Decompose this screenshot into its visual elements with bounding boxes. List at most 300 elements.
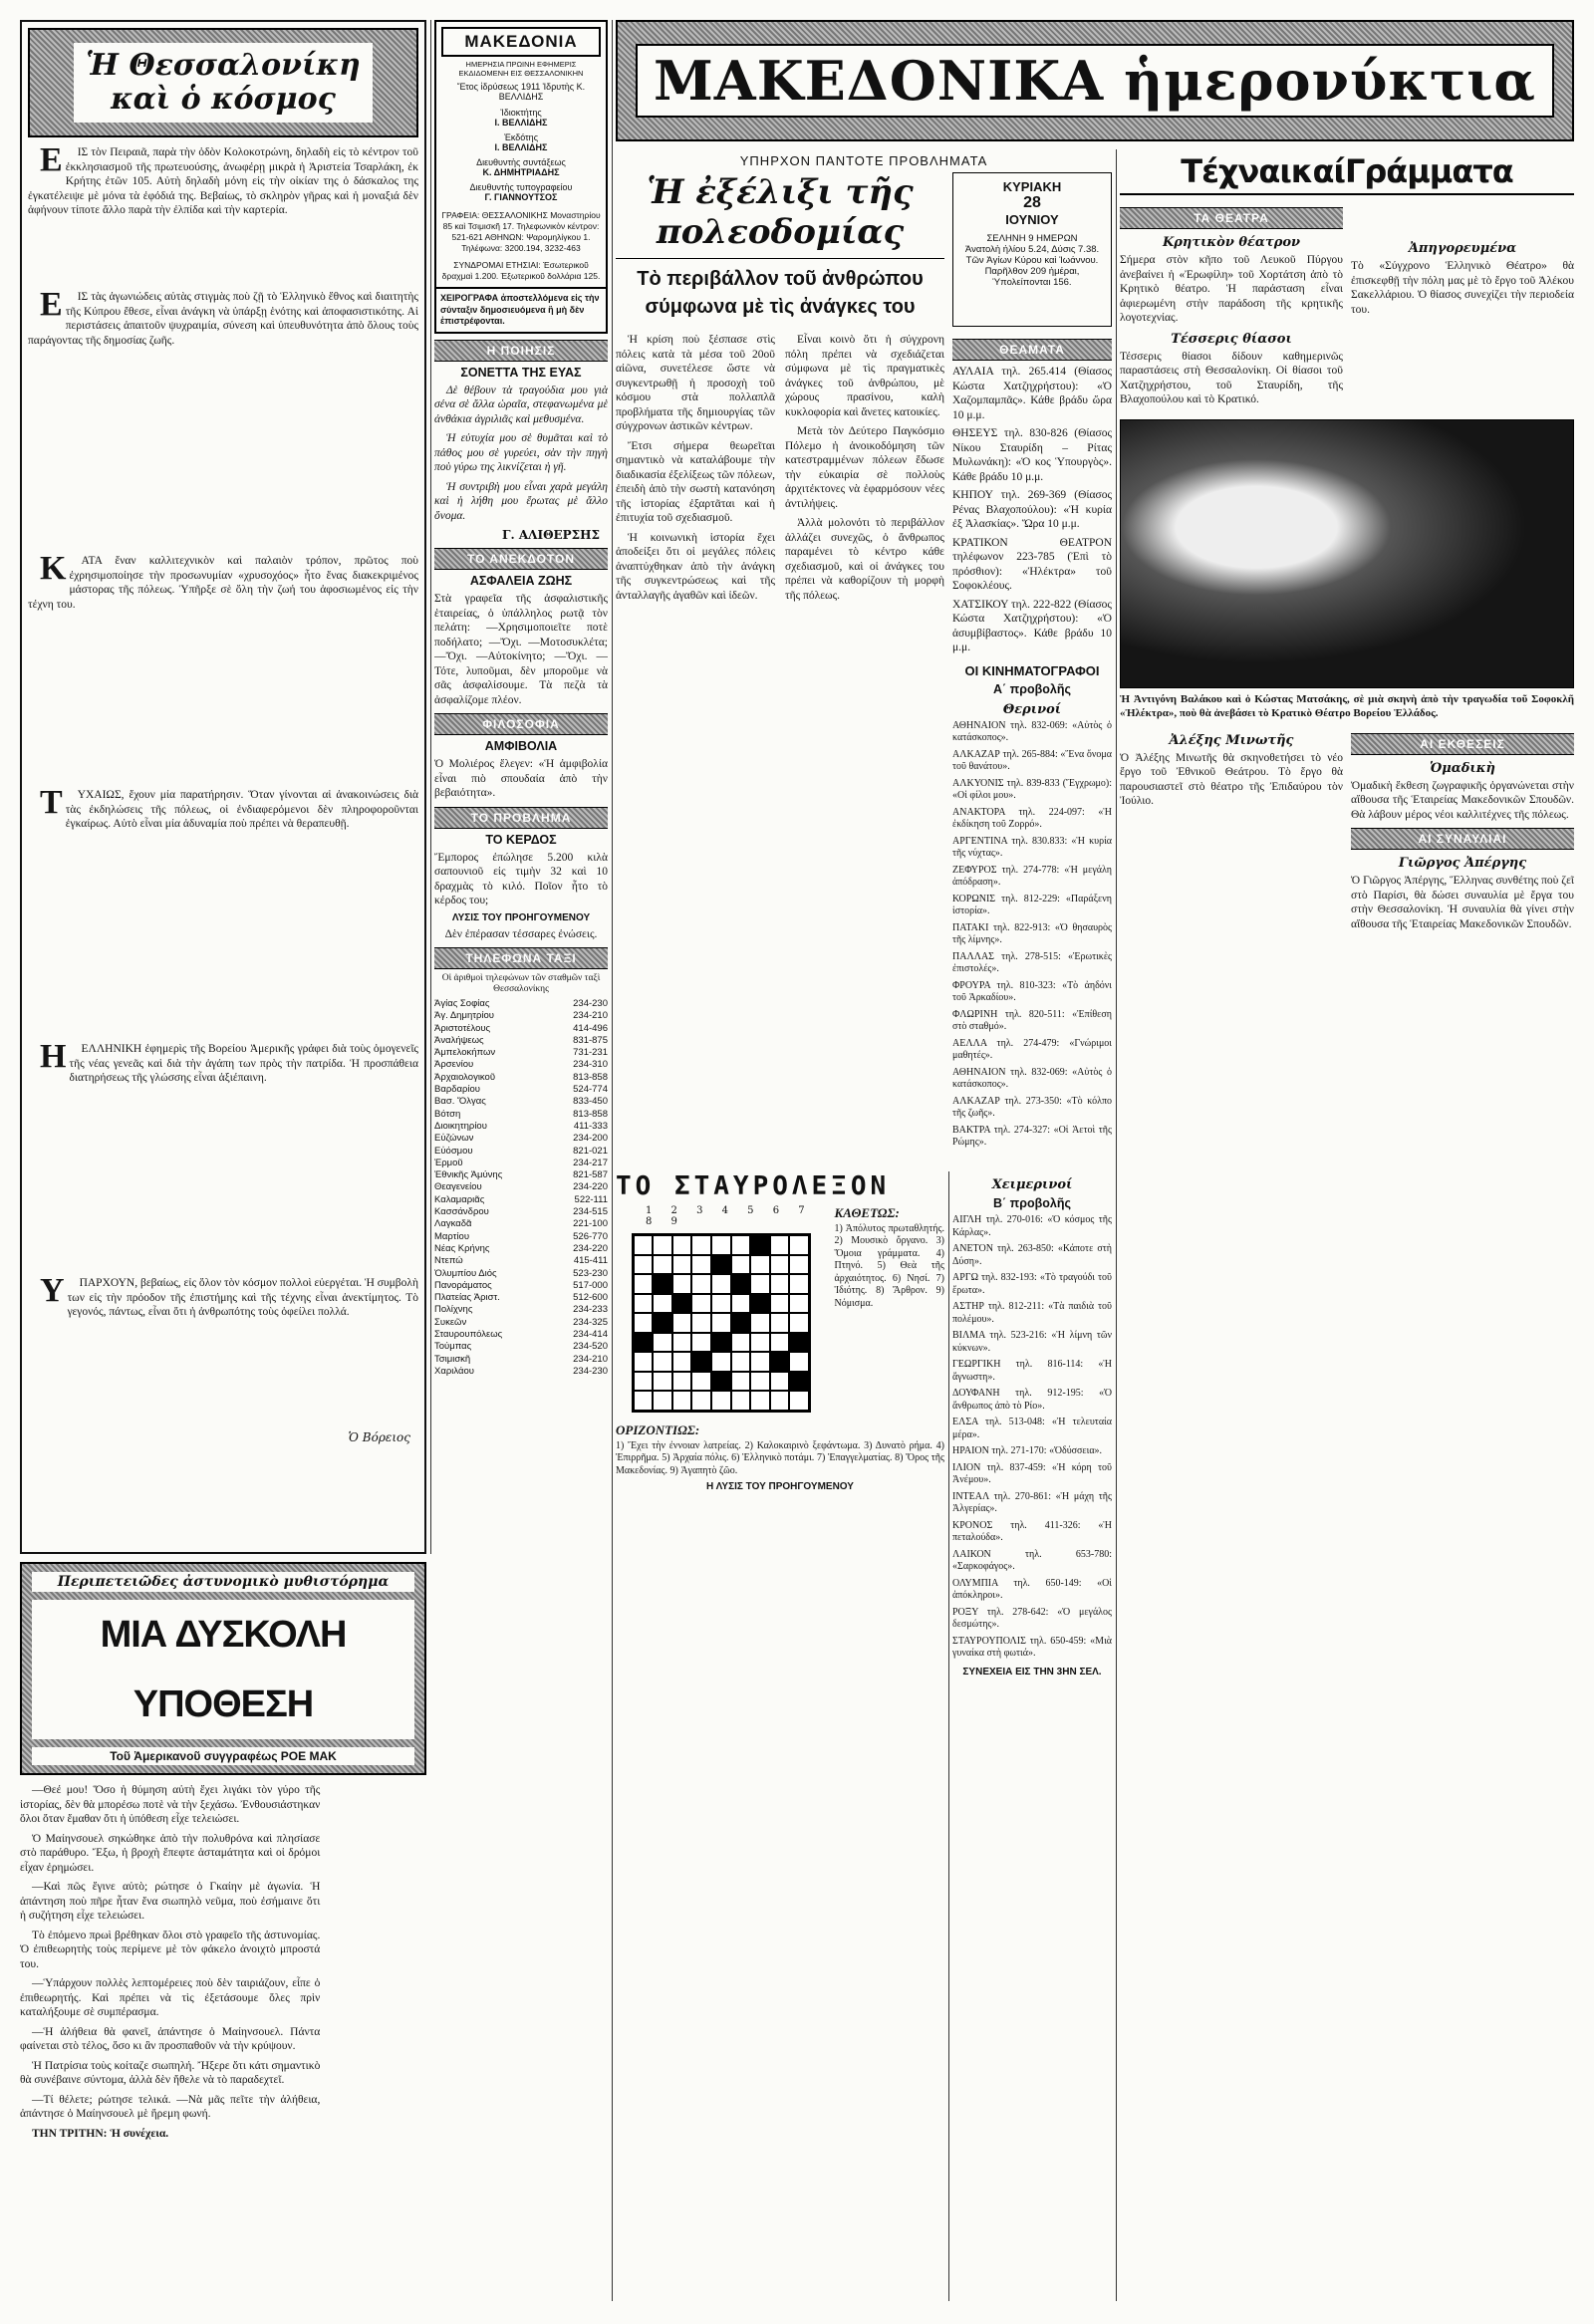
crossword-cell[interactable]	[653, 1352, 672, 1372]
taxi-row	[434, 1023, 608, 1035]
taxi-row	[434, 1146, 608, 1158]
crossword-cell[interactable]	[711, 1391, 731, 1411]
crossword-cell[interactable]	[770, 1294, 790, 1314]
crossword-cell[interactable]	[634, 1352, 654, 1372]
exhibition-title: Ὁμαδικὴ	[1430, 760, 1495, 776]
crossword-cell[interactable]	[770, 1313, 790, 1333]
crossword-section	[616, 1171, 944, 1550]
crossword-cell[interactable]	[653, 1294, 672, 1314]
taxi-row	[434, 1035, 608, 1047]
serial-paragraph-7: Ἡ Πατρίσια τοὺς κοίταζε σιωπηλή. Ἤξερε ὅτι κάτι σημαντικὸ θὰ συνέβαινε σύντομα, ἀλλὰ δὲν ἤθελε νὰ τὸ παραδεχτεῖ.	[20, 2059, 321, 2086]
taxi-phone: 524-774	[573, 1084, 608, 1096]
taxi-row	[434, 1317, 608, 1329]
cinema-entry: ΟΛΥΜΠΙΑ τηλ. 650-149: «Οἱ ἀπόκληροι».	[952, 1577, 1112, 1601]
crossword-cell[interactable]	[634, 1372, 654, 1392]
taxi-station: Ἐθνικῆς Ἀμύνης	[434, 1169, 503, 1181]
crossword-cell[interactable]	[711, 1313, 731, 1333]
cinema-entry: ΠΑΤΑΚΙ τηλ. 822-913: «Ὁ θησαυρὸς τῆς λίμνης».	[952, 921, 1112, 945]
article-subheadline: Τὸ περιβάλλον τοῦ ἀνθρώπου σύμφωνα μὲ τὶς ἀνάγκες του	[637, 268, 924, 318]
taxi-station: Χαριλάου	[434, 1365, 474, 1377]
taxi-station: Εὐόσμου	[434, 1145, 473, 1157]
serial-kicker: Περιπετειῶδες ἀστυνομικὸ μυθιστόρημα	[32, 1572, 414, 1592]
serial-paragraph-3: —Καὶ πῶς ἔγινε αὐτὸ; ρώτησε ὁ Γκαίην μὲ ἀγωνία. Ἡ ἀπάντηση ποὺ πῆρε ἦταν ἕνα σιωπηλὸ νεῦμα, ποὺ ἐσήμαινε ὅτι ἡ συζήτηση εἶχε τελειώσει.	[20, 1881, 321, 1922]
crossword-vertical-clues: 1) Ἀπόλυτος πρωταθλητής. 2) Μουσικὸ ὄργανο. 3) Ὅμοια γράμματα. 4) Πτηνό. 5) Θεὰ τῆς ἀρχαιότητος. 6) Νησί. 7) Ἰδιότης. 8) Ἄρθρον. 9) Νόμισμα.	[834, 1222, 944, 1309]
theaters-heading: ΘΕΑΜΑΤΑ	[952, 339, 1112, 361]
cinema-entry: ΓΕΩΡΓΙΚΗ τηλ. 816-114: «Ἡ ἄγνωστη».	[952, 1359, 1112, 1383]
four-troupes-title: Τέσσερις θίασοι	[1171, 331, 1292, 347]
crossword-cell[interactable]	[691, 1352, 711, 1372]
taxi-row	[434, 1158, 608, 1169]
taxi-phone: 512-600	[573, 1292, 608, 1304]
taxi-station: Ἑρμοῦ	[434, 1157, 463, 1168]
crossword-cell[interactable]	[653, 1274, 672, 1294]
date-sun: Ἀνατολὴ ἡλίου 5.24, Δύσις 7.38.	[964, 244, 1100, 255]
masthead-subscriptions: ΣΥΝΔΡΟΜΑΙ ΕΤΗΣΙΑΙ: Ἐσωτερικοῦ δραχμαὶ 1.200. Ἐξωτερικοῦ δολλάρια 125.	[441, 260, 601, 281]
cinemas-continued-note: ΣΥΝΕΧΕΙΑ ΕΙΣ ΤΗΝ 3ΗΝ ΣΕΛ.	[962, 1666, 1102, 1678]
crossword-cell[interactable]	[672, 1235, 692, 1255]
crossword-horizontal-label: ΟΡΙΖΟΝΤΙΩΣ:	[616, 1422, 700, 1437]
anecdote-heading: ΤΟ ΑΝΕΚΔΟΤΟΝ	[434, 548, 608, 570]
serial-paragraph-1: —Θεέ μου! Ὅσο ἡ θύμηση αὐτὴ ἔχει λιγάκι τὸν γύρο τῆς ἱστορίας, δὲν θὰ μπορέσω ποτὲ νὰ τὴν ξεχάσω. Ἐνθουσιάστηκαν ὅλοι ὅταν ἔμαθαν ὅτι ἡ ὑπόθεση εἶχε τελειώσει.	[20, 1784, 321, 1825]
taxi-list	[434, 998, 608, 1378]
crossword-cell[interactable]	[691, 1372, 711, 1392]
exhibition-text: Ὁμαδικὴ ἔκθεση ζωγραφικῆς ὀργανώνεται στὴν αἴθουσα τῆς Ἑταιρείας Μακεδονικῶν Σπουδῶν. Θὰ λάβουν μέρος νέοι καλλιτέχνες τῆς πόλεως.	[1351, 779, 1574, 821]
taxi-phone: 831-875	[573, 1034, 608, 1046]
masthead-founded: Ἔτος ἱδρύσεως 1911 Ἱδρυτὴς Κ. ΒΕΛΛΙΔΗΣ	[456, 82, 586, 102]
winter-label: Χειμερινοί	[991, 1177, 1073, 1192]
cinema-entry: ΑΝΕΤΟΝ τηλ. 263-850: «Κάποτε στὴ Δύση».	[952, 1243, 1112, 1267]
crossword-cell[interactable]	[731, 1313, 751, 1333]
taxi-phone: 234-520	[573, 1341, 608, 1353]
crossword-cell[interactable]	[750, 1274, 770, 1294]
minotis-text: Ὁ Ἀλέξης Μινωτῆς θὰ σκηνοθετήσει τὸ νέο ἔργο τοῦ Ἐθνικοῦ Θεάτρου. Τὸ ἔργο θὰ παρουσιαστεῖ στὸ θέατρο τῆς Ἐπιδαύρου τὸν Ἰούλιο.	[1120, 751, 1343, 807]
crossword-cell[interactable]	[770, 1274, 790, 1294]
taxi-row	[434, 1329, 608, 1341]
first-run-label: Α΄ προβολῆς	[993, 681, 1071, 696]
left-paragraph-4: ΤΥΧΑΙΩΣ, ἔχουν μία παρατήρησιν. Ὅταν γίνονται αἱ ἀνακοινώσεις διὰ τὰς ἐκδηλώσεις τῆς πόλεως, οἱ ἐνδιαφερόμενοι δὲν πληροφοροῦνται ἐγκαίρως. Αὐτὸ εἶναι μία ἀδυναμία ποὺ πρέπει νὰ θεραπευθῇ.	[40, 784, 418, 830]
cinema-entry: ΑΛΚΥΟΝΙΣ τηλ. 839-833 (Ἔγχρωμο): «Οἱ φίλοι μου».	[952, 777, 1112, 801]
crossword-cell[interactable]	[691, 1333, 711, 1353]
arts-theater-heading: ΤΑ ΘΕΑΤΡΑ	[1120, 207, 1343, 229]
crossword-cell[interactable]	[770, 1255, 790, 1275]
taxi-station: Πλατείας Ἀριστ.	[434, 1292, 500, 1304]
crossword-cell[interactable]	[750, 1235, 770, 1255]
director-label: Διευθυντὴς συντάξεως	[476, 157, 566, 167]
poetry-author: Γ. ΑΛΙΘΕΡΣΗΣ	[501, 528, 600, 542]
taxi-row	[434, 1010, 608, 1022]
cinema-entry: ΑΣΤΗΡ τηλ. 812-211: «Τὰ παιδιὰ τοῦ πολέμου».	[952, 1301, 1112, 1325]
crossword-cell[interactable]	[731, 1372, 751, 1392]
concert-text: Ὁ Γιῶργος Ἀπέργης, Ἕλληνας συνθέτης ποὺ ζεῖ στὸ Παρίσι, θὰ δώσει συναυλία μὲ ἔργα του στὴν Θεσσαλονίκη. Ἡ συναυλία θὰ γίνει στὴν αἴθουσα τῆς Ἑταιρείας Μακεδονικῶν Σπουδῶν.	[1351, 875, 1574, 930]
crossword-cell[interactable]	[672, 1333, 692, 1353]
taxi-station: Πολίχνης	[434, 1304, 473, 1316]
taxi-station: Ἀναλήψεως	[434, 1034, 484, 1046]
taxi-phone: 234-233	[573, 1304, 608, 1316]
crossword-cell[interactable]	[653, 1313, 672, 1333]
crossword-cell[interactable]	[634, 1235, 654, 1255]
taxi-station: Ἀμπελοκήπων	[434, 1047, 496, 1059]
crossword-cell[interactable]	[750, 1313, 770, 1333]
taxi-station: Βασ. Ὄλγας	[434, 1096, 486, 1108]
left-title-banner	[28, 28, 418, 137]
taxi-phone: 234-210	[573, 1010, 608, 1022]
lost-title: Ἀπηγορευμένα	[1408, 241, 1517, 256]
taxi-station: Ἀρχαιολογικοῦ	[434, 1071, 496, 1083]
crossword-cell[interactable]	[750, 1333, 770, 1353]
crossword-cell[interactable]	[691, 1294, 711, 1314]
crossword-cell[interactable]	[634, 1333, 654, 1353]
column-rule	[612, 20, 613, 2301]
crossword-cell[interactable]	[634, 1294, 654, 1314]
crossword-cell[interactable]	[691, 1313, 711, 1333]
taxi-station: Ἀριστοτέλους	[434, 1022, 491, 1034]
cinemas-continued	[952, 1171, 1112, 2301]
crossword-cell[interactable]	[789, 1372, 809, 1392]
taxi-row	[434, 1194, 608, 1206]
left-paragraph-6: ΥΠΑΡΧΟΥΝ, βεβαίως, εἰς ὅλον τὸν κόσμον πολλοὶ εὐεργέται. Ἡ συμβολὴ των εἰς τὴν πρόοδον τῆς ἐπιστήμης καὶ τῆς τέχνης εἶναι ἀνεκτίμητος. Τὸ γεγονός, πάντως, εἶναι ὅτι ἡ ἀνθρωπότης τοὺς ὀφείλει πολλά.	[40, 1272, 418, 1318]
cinema-entry: ΑΛΚΑΖΑΡ τηλ. 265-884: «Ἕνα ὄνομα τοῦ θανάτου».	[952, 748, 1112, 772]
cinema-entry: ΑΕΛΛΑ τηλ. 274-479: «Γνώριμοι μαθητές».	[952, 1037, 1112, 1061]
taxi-phone: 821-021	[573, 1145, 608, 1157]
taxi-row	[434, 1354, 608, 1366]
second-run-list	[952, 1214, 1112, 1661]
philosophy-text: Ὁ Μολιέρος ἔλεγεν: «Ἡ ἀμφιβολία εἶναι πιὸ σπουδαία ἀπὸ τὴν βεβαιότητα».	[434, 758, 608, 799]
crossword-cell[interactable]	[634, 1274, 654, 1294]
taxi-row	[434, 1206, 608, 1218]
crossword-cell[interactable]	[789, 1313, 809, 1333]
crossword-cell[interactable]	[770, 1352, 790, 1372]
taxi-phone: 234-220	[573, 1181, 608, 1193]
crossword-cell[interactable]	[770, 1372, 790, 1392]
serial-banner	[20, 1562, 426, 1775]
cinema-entry: ΙΛΙΟΝ τηλ. 837-459: «Ἡ κόρη τοῦ Ἀνέμου».	[952, 1461, 1112, 1485]
taxi-station: Βαρδαρίου	[434, 1084, 481, 1096]
taxi-station: Ἁγίας Σοφίας	[434, 998, 490, 1009]
taxi-row	[434, 1231, 608, 1243]
crossword-cell[interactable]	[750, 1372, 770, 1392]
masthead-logo: ΜΑΚΕΔΟΝΙΑ	[441, 27, 601, 57]
crossword-cell[interactable]	[750, 1391, 770, 1411]
crossword-cell[interactable]	[653, 1391, 672, 1411]
crossword-cell[interactable]	[653, 1333, 672, 1353]
masthead-column	[434, 20, 608, 1554]
minotis-title: Ἀλέξης Μινωτῆς	[1169, 732, 1294, 748]
exhibitions-heading: ΑΙ ΕΚΘΕΣΕΙΣ	[1351, 733, 1574, 755]
cinema-entry: ΗΡΑΙΟΝ τηλ. 271-170: «Ὀδύσσεια».	[952, 1445, 1103, 1456]
crossword-cell[interactable]	[672, 1255, 692, 1275]
publisher-name: Ι. ΒΕΛΛΙΔΗΣ	[494, 142, 548, 152]
poetry-stanza-2: Ἡ εὐτυχία μου σὲ θυμᾶται καὶ τὸ πάθος μου σὲ γυρεύει, σὰν τὴν πηγὴ ποὺ γύρω της λικνίζεται ἡ γῆ.	[434, 432, 608, 473]
crossword-cell[interactable]	[731, 1391, 751, 1411]
crossword-cell[interactable]	[711, 1333, 731, 1353]
taxi-station: Μαρτίου	[434, 1230, 470, 1242]
taxi-station: Κασσάνδρου	[434, 1206, 489, 1218]
second-run-label: Β΄ προβολῆς	[993, 1196, 1071, 1210]
problem-heading: ΤΟ ΠΡΟΒΛΗΜΑ	[434, 807, 608, 829]
cinema-entry: ΦΡΟΥΡΑ τηλ. 810-323: «Τὸ ἀηδόνι τοῦ Ἀρκαδίου».	[952, 979, 1112, 1003]
cinema-list	[952, 720, 1112, 1150]
crossword-cell[interactable]	[731, 1235, 751, 1255]
crossword-numbers: 1 2 3 4 5 6 7 8 9	[646, 1205, 813, 1227]
arts-column	[1120, 149, 1574, 2301]
taxi-row	[434, 1292, 608, 1304]
crossword-solution-label: Η ΛΥΣΙΣ ΤΟΥ ΠΡΟΗΓΟΥΜΕΝΟΥ	[706, 1481, 854, 1492]
cinema-entry: ΡΟΞΥ τηλ. 278-642: «Ὁ μεγάλος δεσμώτης».	[952, 1606, 1112, 1630]
poetry-heading: Η ΠΟΙΗΣΙΣ	[434, 340, 608, 362]
crossword-cell[interactable]	[691, 1391, 711, 1411]
serial-continued: ΤΗΝ ΤΡΙΤΗΝ: Ἡ συνέχεια.	[32, 2127, 169, 2140]
serial-body	[20, 1783, 944, 2301]
crossword-grid[interactable]	[632, 1233, 811, 1413]
taxi-station: Νέας Κρήνης	[434, 1242, 490, 1254]
crossword-cell[interactable]	[789, 1235, 809, 1255]
column-rule	[1116, 149, 1117, 2301]
crossword-horizontal-clues: 1) Ἔχει τὴν ἐννοιαν λατρείας. 2) Καλοκαιρινὸ ξεφάντωμα. 3) Δυνατὸ ρήμα. 4) Ἐπιρρῆμα. 5) Ἀρχαία πόλις. 6) Ἑλληνικὸ ποτάμι. 7) Ἐπαγγελματίας. 8) Ὄρος τῆς Μακεδονίας. 9) Ἀγαπητὸ ζῶο.	[616, 1439, 944, 1476]
cinema-entry: ΑΡΓΕΝΤΙΝΑ τηλ. 830.833: «Ἡ κυρία τῆς νύχτας».	[952, 835, 1112, 859]
crossword-cell[interactable]	[672, 1372, 692, 1392]
crossword-cell[interactable]	[653, 1372, 672, 1392]
masthead-box	[434, 20, 608, 289]
taxi-phone: 522-111	[574, 1193, 608, 1205]
cinema-entry: ΑΝΑΚΤΟΡΑ τηλ. 224-097: «Ἡ ἐκδίκηση τοῦ Ζορρό».	[952, 806, 1112, 830]
taxi-phone: 234-200	[573, 1133, 608, 1145]
crossword-cell[interactable]	[711, 1274, 731, 1294]
taxi-station: Τούμπας	[434, 1341, 472, 1353]
crossword-cell[interactable]	[672, 1391, 692, 1411]
serial-paragraph-4: Τὸ ἐπόμενο πρωὶ βρέθηκαν ὅλοι στὸ γραφεῖο τῆς ἀστυνομίας. Ὁ ἐπιθεωρητὴς τοὺς περίμενε μὲ τὸν φάκελο ἀνοιχτὸ μπροστά του.	[20, 1929, 321, 1970]
problem-title: ΤΟ ΚΕΡΔΟΣ	[485, 832, 557, 847]
theater-list	[952, 365, 1112, 655]
crossword-cell[interactable]	[770, 1333, 790, 1353]
left-column	[20, 20, 426, 1554]
crossword-cell[interactable]	[653, 1255, 672, 1275]
problem-answer: Δὲν ἐπέρασαν τέσσαρες ἐνώσεις.	[444, 927, 598, 940]
taxi-station: Βότση	[434, 1108, 461, 1120]
photo-caption: Ἡ Ἀντιγόνη Βαλάκου καὶ ὁ Κώστας Ματσάκης, σὲ μιὰ σκηνὴ ἀπὸ τὴν τραγωδία τοῦ Σοφοκλῆ «Ἠλέκτρα», ποὺ θὰ ἀνεβάσει τὸ Κρατικὸ Θέατρο Βορείου Ἑλλάδος.	[1120, 692, 1574, 719]
crossword-cell[interactable]	[634, 1255, 654, 1275]
date-number: 28	[1023, 194, 1041, 211]
taxi-phone: 234-325	[573, 1316, 608, 1328]
taxi-phone: 234-230	[573, 998, 608, 1009]
anecdote-title: ΑΣΦΑΛΕΙΑ ΖΩΗΣ	[469, 574, 573, 588]
publisher-label: Ἐκδότης	[503, 132, 539, 142]
taxi-station: Τσιμισκῆ	[434, 1353, 471, 1365]
cinema-entry: ΑΙΓΛΗ τηλ. 270-016: «Ὁ κόσμος τῆς Κάρλας».	[952, 1214, 1112, 1238]
crossword-cell[interactable]	[731, 1352, 751, 1372]
crossword-title: ΤΟ ΣΤΑΥΡΟΛΕΞΟΝ	[616, 1171, 891, 1201]
manuscripts-note: ΧΕΙΡΟΓΡΑΦΑ ἀποστελλόμενα εἰς τὴν σύνταξιν δημοσιευόμενα ἢ μὴ δὲν ἐπιστρέφονται.	[434, 289, 608, 334]
crossword-cell[interactable]	[711, 1372, 731, 1392]
taxi-phone: 517-000	[573, 1279, 608, 1291]
theater-entry: ΚΡΑΤΙΚΟΝ ΘΕΑΤΡΟΝ τηλέφωνον 223-785 (Ἐπὶ τὸ πρόσθιον): «Ἠλέκτρα» τοῦ Σοφοκλέους.	[952, 536, 1112, 592]
crossword-cell[interactable]	[672, 1313, 692, 1333]
taxi-row	[434, 1304, 608, 1316]
taxi-phone: 526-770	[573, 1230, 608, 1242]
crossword-cell[interactable]	[750, 1352, 770, 1372]
cinema-entry: ΚΟΡΩΝΙΣ τηλ. 812-229: «Παράξενη ἱστορία».	[952, 893, 1112, 916]
crossword-cell[interactable]	[789, 1294, 809, 1314]
crossword-cell[interactable]	[789, 1391, 809, 1411]
crossword-cell[interactable]	[789, 1333, 809, 1353]
taxi-intro: Οἱ ἀριθμοὶ τηλεφώνων τῶν σταθμῶν ταξὶ Θεσσαλονίκης	[441, 973, 601, 994]
article-paragraph-2: Ἔτσι σήμερα θεωρεῖται σημαντικὸ νὰ καταλάβουμε τὴν διαδικασία ἐξελίξεως τῶν πόλεων, ἐπειδὴ ἀπὸ τὴν σωστὴ κατανόηση τῆς ἱστορίας ἐξαρτᾶται καὶ ἡ ἐπιτυχία τοῦ σχεδιασμοῦ.	[616, 439, 775, 524]
serial-section	[20, 1562, 944, 2301]
taxi-row	[434, 998, 608, 1010]
taxi-phone: 234-515	[573, 1206, 608, 1218]
taxi-row	[434, 1047, 608, 1059]
serial-paragraph-6: —Ἡ ἀλήθεια θὰ φανεῖ, ἀπάντησε ὁ Μαίηνσουελ. Πάντα φαίνεται στὸ τέλος, ὅσο κι ἂν προσπαθοῦν νὰ τὴν κρύψουν.	[20, 2025, 321, 2052]
taxi-row	[434, 1109, 608, 1121]
taxi-row	[434, 1133, 608, 1145]
taxi-phone: 731-231	[573, 1047, 608, 1059]
article-kicker: ΥΠΗΡΧΟΝ ΠΑΝΤΟΤΕ ΠΡΟΒΛΗΜΑΤΑ	[739, 153, 988, 168]
arts-banner: ΤέχναικαίΓράμματα	[1120, 149, 1574, 195]
cinema-entry: ΠΑΛΛΑΣ τηλ. 278-515: «Ἐρωτικὲς ἐπιστολές».	[952, 950, 1112, 974]
taxi-phone: 234-217	[573, 1157, 608, 1168]
taxi-row	[434, 1169, 608, 1181]
philosophy-heading: ΦΙΛΟΣΟΦΙΑ	[434, 713, 608, 735]
date-moon: ΣΕΛΗΝΗ 9 ΗΜΕΡΩΝ	[986, 233, 1078, 244]
crossword-cell[interactable]	[634, 1391, 654, 1411]
taxi-row	[434, 1280, 608, 1292]
crossword-cell[interactable]	[672, 1352, 692, 1372]
taxi-row	[434, 1181, 608, 1193]
crossword-cell[interactable]	[731, 1294, 751, 1314]
crossword-cell[interactable]	[789, 1255, 809, 1275]
poetry-stanza-1: Δὲ θέβουν τὰ τραγούδια μου γιὰ σένα σὲ ἄλλα ὡραῖα, στεφανωμένα μὲ ἀνθάκια ἀγριλιᾶς καὶ μεθυσμένα.	[434, 384, 608, 425]
masthead-offices: ΓΡΑΦΕΙΑ: ΘΕΣΣΑΛΟΝΙΚΗΣ Μοναστηρίου 85 καὶ Τσιμισκῆ 17. Τηλεφωνικὸν κέντρον: 521-621 ΑΘΗΝΩΝ: Ψαρομηλίγκου 1. Τηλέφωνα: 3200.194, 3232-463	[441, 210, 601, 253]
crete-text: Σήμερα στὸν κῆπο τοῦ Λευκοῦ Πύργου ἀνεβαίνει ἡ «Ἐρωφίλη» τοῦ Χορτάτση ἀπὸ τὸ Κρητικὸ θέατρο. Ἡ παράσταση εἶναι ἀφιερωμένη στὴν παράδοση τῆς κρητικῆς λογοτεχνίας.	[1120, 254, 1343, 324]
taxi-station: Θεαγενείου	[434, 1181, 482, 1193]
crossword-cell[interactable]	[634, 1313, 654, 1333]
article-paragraph-6: Ἀλλὰ μολονότι τὸ περιβάλλον ἀλλάζει συνεχῶς, ὁ ἄνθρωπος παραμένει τὸ κέντρο κάθε σχεδιασμοῦ, καὶ οἱ ἀνάγκες του πρέπει νὰ καθορίζουν τὴ μορφὴ τῆς πόλεως.	[785, 517, 944, 602]
taxi-heading: ΤΗΛΕΦΩΝΑ ΤΑΞΙ	[434, 947, 608, 969]
cinema-entry: ΑΘΗΝΑΙΟΝ τηλ. 832-069: «Αὐτὸς ὁ κατάσκοπος».	[952, 719, 1112, 743]
crossword-cell[interactable]	[770, 1235, 790, 1255]
crete-title: Κρητικὸν θέατρον	[1162, 235, 1301, 250]
crossword-cell[interactable]	[691, 1255, 711, 1275]
crossword-cell[interactable]	[711, 1352, 731, 1372]
taxi-row	[434, 1072, 608, 1084]
crossword-cell[interactable]	[750, 1255, 770, 1275]
lost-text: Τὸ «Σύγχρονο Ἑλληνικὸ Θέατρο» θὰ ἐπισκεφθῇ τὴν πόλη μας μὲ τὸ ἔργο τοῦ Ἀλέκου Σακελλάριου. Ὁ θίασος συνεχίζει τὴν περιοδεία του.	[1351, 260, 1574, 316]
owner-name: Ι. ΒΕΛΛΙΔΗΣ	[494, 118, 548, 128]
taxi-phone: 234-210	[573, 1353, 608, 1365]
left-column-title: Ἡ Θεσσαλονίκη καὶ ὁ κόσμος	[74, 43, 373, 123]
column-rule	[430, 20, 431, 1554]
column-rule	[948, 1171, 949, 2301]
concerts-heading: ΑΙ ΣΥΝΑΥΛΙΑΙ	[1351, 828, 1574, 850]
crossword-cell[interactable]	[711, 1235, 731, 1255]
crossword-cell[interactable]	[711, 1294, 731, 1314]
left-signature: Ὁ Βόρειος	[348, 1430, 410, 1444]
cinema-entry: ΣΤΑΥΡΟΥΠΟΛΙΣ τηλ. 650-459: «Μιὰ γυναίκα στὴ φωτιά».	[952, 1635, 1112, 1659]
taxi-phone: 234-310	[573, 1059, 608, 1071]
taxi-row	[434, 1096, 608, 1108]
cinema-entry: ΦΛΩΡΙΝΗ τηλ. 820-511: «Ἐπίθεση στὸ σταθμό».	[952, 1008, 1112, 1032]
makedonika-banner	[616, 20, 1574, 141]
crossword-cell[interactable]	[731, 1333, 751, 1353]
theater-entry: ΘΗΣΕΥΣ τηλ. 830-826 (Θίασος Νίκου Σταυρίδη – Ρίτας Μυλωνάκη): «Ὁ κος Ὑπουργὸς». Κάθε βράδυ 10 μ.μ.	[952, 427, 1112, 483]
cinemas-heading: ΟΙ ΚΙΝΗΜΑΤΟΓΡΑΦΟΙ	[964, 662, 1100, 678]
crossword-vertical-label: ΚΑΘΕΤΩΣ:	[834, 1205, 900, 1220]
taxi-station: Διοικητηρίου	[434, 1120, 487, 1132]
crossword-cell[interactable]	[711, 1255, 731, 1275]
article-paragraph-3: Ἡ κοινωνικὴ ἱστορία ἔχει ἀποδείξει ὅτι οἱ μεγάλες πόλεις ἀναπτύχθηκαν ἀπὸ τὴν ἀνάγκη τῆς συγκεντρώσεως καὶ τῆς ἀνταλλαγῆς ἀγαθῶν καὶ ἰδεῶν.	[616, 531, 775, 602]
date-saints: Τῶν Ἁγίων Κύρου καὶ Ἰωάννου.	[965, 255, 1099, 266]
typography-name: Γ. ΓΙΑΝΝΟΥΤΣΟΣ	[484, 192, 558, 202]
taxi-phone: 523-230	[573, 1267, 608, 1279]
crossword-cell[interactable]	[770, 1391, 790, 1411]
taxi-station: Συκεῶν	[434, 1316, 467, 1328]
taxi-phone: 415-411	[573, 1255, 608, 1267]
taxi-station: Εὐζώνων	[434, 1133, 474, 1145]
crossword-cell[interactable]	[672, 1294, 692, 1314]
problem-answer-label: ΛΥΣΙΣ ΤΟΥ ΠΡΟΗΓΟΥΜΕΝΟΥ	[451, 911, 591, 923]
masthead-subtitle: ΗΜΕΡΗΣΙΑ ΠΡΩΙΝΗ ΕΦΗΜΕΡΙΣ ΕΚΔΙΔΟΜΕΝΗ ΕΙΣ ΘΕΣΣΑΛΟΝΙΚΗΝ	[458, 60, 584, 78]
crossword-cell[interactable]	[691, 1235, 711, 1255]
taxi-phone: 414-496	[573, 1022, 608, 1034]
date-box	[952, 172, 1112, 327]
left-paragraph-5: ΗΕΛΛΗΝΙΚΗ ἐφημερὶς τῆς Βορείου Ἀμερικῆς γράφει διὰ τοὺς ὁμογενεῖς τῆς νέας γενεᾶς καὶ διὰ τὴν ἀγάπη των πρὸς τὴν πατρίδα. Ἡ προσπάθεια διατηρήσεως τῆς γλώσσης εἶναι ἀξιέπαινη.	[40, 1038, 418, 1084]
taxi-station: Ὀλυμπίου Διός	[434, 1267, 497, 1279]
crossword-cell[interactable]	[789, 1274, 809, 1294]
cinema-entry: ΕΛΣΑ τηλ. 513-048: «Ἡ τελευταία μέρα».	[952, 1417, 1112, 1440]
crossword-cell[interactable]	[653, 1235, 672, 1255]
taxi-row	[434, 1341, 608, 1353]
article-headline: Ἡ ἐξέλιξι τῆς πολεοδομίας	[616, 172, 944, 259]
cinema-entry: ΛΑΙΚΟΝ τηλ. 653-780: «Σαρκοφάγος».	[952, 1548, 1112, 1572]
crossword-cell[interactable]	[731, 1274, 751, 1294]
cinema-entry: ΒΙΛΜΑ τηλ. 523-216: «Ἡ λίμνη τῶν κύκνων».	[952, 1330, 1112, 1354]
cinema-entry: ΔΟΥΦΑΝΗ τηλ. 912-195: «Ὁ ἄνθρωπος ἀπὸ τὸ Ρίο».	[952, 1388, 1112, 1412]
cinema-entry: ΑΛΚΑΖΑΡ τηλ. 273-350: «Τὸ κόλπο τῆς ζωῆς».	[952, 1095, 1112, 1119]
crossword-cell[interactable]	[691, 1274, 711, 1294]
theater-entry: ΚΗΠΟΥ τηλ. 269-369 (Θίασος Ρένας Βλαχοπούλου): «Ἡ κυρία ἐξ Ἀλασκίας». Ὥρα 10 μ.μ.	[952, 489, 1112, 530]
left-paragraph-3: ΚΑΤΑ ἕναν καλλιτεχνικὸν καὶ παλαιὸν τρόπον, πρῶτος ποὺ ἐχρησιμοποίησε τὴν προσωνυμίαν «χρυσοχόος» ἦτο ἕνας διακεκριμένος μάστορας τῆς πόλεως. Ὑπῆρξε σὲ ὅλη τὴν ζωή του ἀφοσιωμένος εἰς τὴν τέχνη του.	[28, 550, 418, 611]
cinema-entry: ΖΕΦΥΡΟΣ τηλ. 274-778: «Ἡ μεγάλη ἀπόδραση».	[952, 864, 1112, 888]
taxi-row	[434, 1255, 608, 1267]
taxi-phone: 813-858	[573, 1071, 608, 1083]
left-paragraph-1: ΕΙΣ τὸν Πειραιᾶ, παρὰ τὴν ὁδὸν Κολοκοτρώνη, δηλαδὴ εἰς τὸ κέντρον τοῦ ἐκκλησιασμοῦ τῆς πρωτευούσης, ἀνωφέρῃ μικρὰ ἡ Ἀριστεία Τσαρλάκη, ἐκ Κρήτης ἐτῶν 105. Αὐτὴ δηλαδὴ μόνη εἰς τὴν οἰκίαν της ὁ δάσκαλος της ἐγκατέλειψε μὲ μόνα τὰ ἐφόδιά της. Βεβαίως, τὸ σκληρὸν γῆρας καὶ ἡ μοναξιά δὲν ἀφήνουν τίποτε ἄλλο παρὰ τὴν ἐλπίδα καὶ τὴν καρτερία.	[28, 141, 418, 216]
crossword-cell[interactable]	[789, 1352, 809, 1372]
owner-label: Ἰδιοκτήτης	[500, 108, 542, 118]
taxi-row	[434, 1121, 608, 1133]
taxi-row	[434, 1243, 608, 1255]
taxi-phone: 234-414	[573, 1329, 608, 1341]
left-paragraph-2: ΕΙΣ τὰς ἀγωνιώδεις αὐτὰς στιγμὰς ποὺ ζῇ τὸ Ἑλληνικὸ ἔθνος καὶ διαιτητὴς τῆς Κύπρου ἔθεσε, εἶναι ἀνάγκη νὰ ὑπάρξῃ ἑνότης καὶ ἀποφασιστικότης. Αἱ περιστάσεις ἀπαιτοῦν ψυχραιμία, σύνεση καὶ ὑπευθυνότητα ἀπὸ ὅλους τοὺς παράγοντας τῆς δημοσίας ζωῆς.	[28, 286, 418, 347]
crossword-cell[interactable]	[750, 1294, 770, 1314]
article-paragraph-1: Ἡ κρίση ποὺ ξέσπασε στὶς πόλεις κατὰ τὰ μέσα τοῦ 20οῦ αἰῶνα, συνετέλεσε ὥστε νὰ συγκεντρωθῇ ἡ προσοχὴ τοῦ κόσμου στὰ πολλαπλᾶ προβλήματα τῆς δημιουργίας τῶν σύγχρονων ἀστικῶν κέντρων.	[616, 334, 775, 432]
taxi-row	[434, 1268, 608, 1280]
theater-entry: ΧΑΤΣΙΚΟΥ τηλ. 222-822 (Θίασος Κώστα Χατζηχρήστου): «Ὁ ἀσυμβίβαστος». Κάθε βράδυ 10 μ.μ.	[952, 598, 1112, 653]
taxi-row	[434, 1218, 608, 1230]
serial-paragraph-5: —Ὑπάρχουν πολλὲς λεπτομέρειες ποὺ δὲν ταιριάζουν, εἶπε ὁ ἐπιθεωρητής. Καὶ πρέπει νὰ τὶς ἐξετάσουμε ὅλες πρὶν καταλήξουμε σὲ συμπέρασμα.	[20, 1977, 321, 2018]
cinema-entry: ΑΘΗΝΑΙΟΝ τηλ. 832-069: «Αὐτὸς ὁ κατάσκοπος».	[952, 1066, 1112, 1090]
taxi-station: Σταυρουπόλεως	[434, 1329, 503, 1341]
makedonika-banner-text: ΜΑΚΕΔΟΝΙΚΑ ἡμερονύκτια	[636, 44, 1554, 118]
makedonika-article	[616, 149, 1112, 1165]
taxi-row	[434, 1366, 608, 1378]
serial-paragraph-8: —Τί θέλετε; ρώτησε τελικά. —Νὰ μᾶς πεῖτε τὴν ἀλήθεια, ἀπάντησε ὁ Μαίηνσουελ μὲ ἤρεμη φωνή.	[20, 2093, 321, 2120]
philosophy-title: ΑΜΦΙΒΟΛΙΑ	[484, 739, 558, 753]
crossword-cell[interactable]	[731, 1255, 751, 1275]
cinema-entry: ΑΡΓΩ τηλ. 832-193: «Τὸ τραγούδι τοῦ ἔρωτα».	[952, 1272, 1112, 1296]
poetry-stanza-3: Ἡ συντριβὴ μου εἶναι χαρὰ μεγάλη καὶ ἡ λήθη μου ἔρωτας μὲ ἄλλο ὄνομα.	[434, 480, 608, 522]
crossword-cell[interactable]	[672, 1274, 692, 1294]
anecdote-text: Στὰ γραφεῖα τῆς ἀσφαλιστικῆς ἑταιρείας, ὁ ὑπάλληλος ρωτᾷ τὸν πελάτη: —Χρησιμοποιεῖτε ποτὲ ποδήλατο; —Ὄχι. —Μοτοσυκλέτα; —Ὄχι. —Αὐτοκίνητο; —Ὄχι. —Τότε, λυποῦμαι, δὲν μποροῦμε νὰ σᾶς ἀσφαλίσουμε. Τὰ πεζὰ τὰ ἀσφαλίζομε πλέον.	[434, 593, 608, 706]
taxi-station: Ἀρσενίου	[434, 1059, 474, 1071]
